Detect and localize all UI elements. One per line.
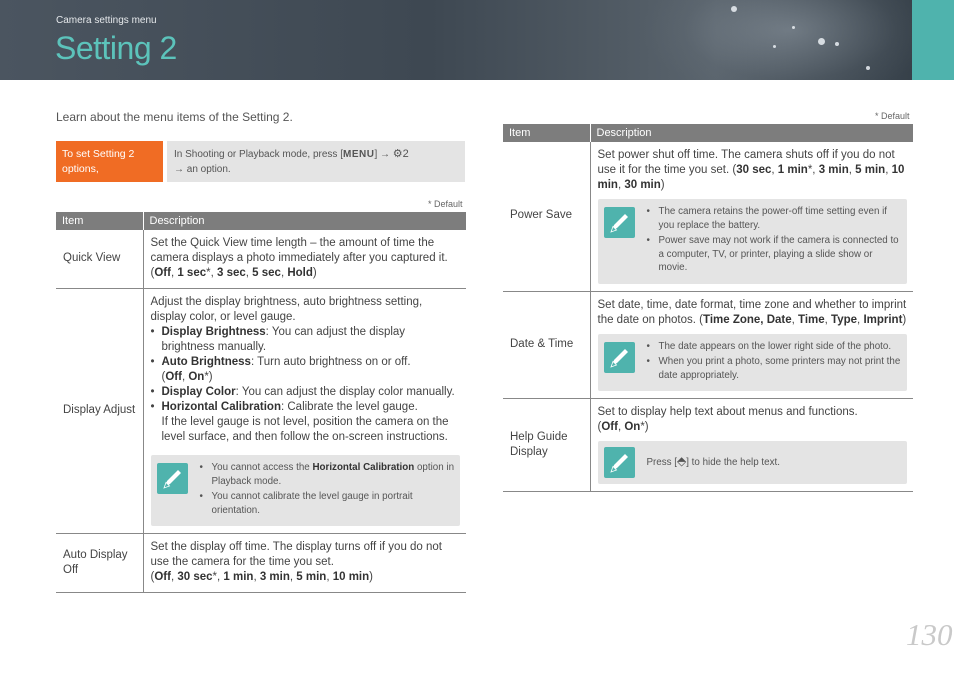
table-row	[56, 289, 466, 534]
item-cell: Display Adjust	[56, 289, 143, 534]
description-cell: Set to display help text about menus and functions. (Off, On*) Press [⬘] to hide the help text.	[590, 399, 913, 492]
description-cell: Set the Quick View time length – the amount of time the camera displays a photo immediately after you captured it. (Off, 1 sec*, 3 sec, 5 sec, Hold)	[143, 230, 466, 289]
bullet-text: : Turn auto brightness on or off.	[250, 356, 411, 368]
fn-delete-icon: ⬘	[677, 454, 687, 468]
bullet-text: : You can adjust the display brightness manually.	[161, 326, 406, 353]
item-cell: Help Guide Display	[503, 399, 590, 492]
option-value: Off	[601, 421, 618, 433]
settings-table-right	[503, 124, 913, 492]
bullet-term: Display Color	[161, 386, 236, 398]
note-text: You cannot access the	[211, 462, 313, 473]
description-text: Set the Quick View time length – the amount of time the camera displays a photo immediately after you captured it.	[150, 237, 448, 264]
option-value: 5 min	[296, 571, 327, 583]
description-text: Set to display help text about menus and functions.	[597, 406, 858, 418]
howto-label: To set Setting 2 options,	[56, 141, 163, 182]
option-value: Hold	[287, 267, 313, 279]
description-text: Set power shut off time. The camera shuts off if you do not use it for the time you set.	[597, 149, 895, 176]
option-value: On	[188, 371, 205, 383]
bokeh-dot	[773, 45, 776, 48]
option-value: 30 sec	[177, 571, 213, 583]
chapter-tab	[912, 0, 954, 80]
option-value: Imprint	[863, 313, 903, 326]
item-cell: Date & Time	[503, 291, 590, 399]
table-row	[503, 291, 913, 399]
bokeh-dot	[835, 42, 839, 46]
option-value: 3 min	[259, 571, 290, 583]
note-text: ] to hide the help text.	[686, 457, 780, 468]
note-item: • Power save may not work if the camera is connected to a computer, TV, or printer, playing a slide show or movie.	[647, 234, 902, 275]
table-row	[503, 142, 913, 291]
note-pencil-icon	[604, 207, 635, 238]
note-item: • When you print a photo, some printers may not print the date appropriately.	[647, 355, 902, 382]
description-text: Adjust the display brightness, auto brightness setting, display color, or level gauge.	[150, 296, 423, 323]
note-bold-term: Horizontal Calibration	[312, 462, 415, 473]
table-header-row	[56, 212, 466, 230]
howto-text-before: In Shooting or Playback mode, press [	[174, 149, 343, 160]
description-cell: Set the display off time. The display turns off if you do not use the camera for the time you set. (Off, 30 sec*, 1 min, 3 min, 5 min, 10 min)	[143, 534, 466, 593]
column-header-description: Description	[590, 124, 913, 142]
description-cell: Set date, time, date format, time zone and whether to imprint the date on photos. (Time Zone, Date, Time, Type, Imprint) • The date appears on the lower right side of the photo. • When you print a photo, some printers may not print the date appropriately.	[590, 291, 913, 399]
description-cell	[143, 289, 466, 534]
option-value: Off	[154, 571, 171, 583]
bullet-term: Auto Brightness	[161, 356, 251, 368]
bullet-term: Horizontal Calibration	[161, 401, 281, 413]
note-pencil-icon	[157, 463, 188, 494]
note-box	[151, 455, 461, 526]
table-row	[56, 230, 466, 289]
menu-key-icon: MENU	[342, 149, 375, 160]
howto-text-after: ] →	[374, 149, 390, 160]
note-text: Press [	[646, 457, 677, 468]
option-value: Off	[165, 371, 182, 383]
note-box	[598, 199, 908, 284]
bokeh-dot	[731, 6, 737, 12]
bokeh-dot	[866, 66, 870, 70]
item-cell: Power Save	[503, 142, 590, 291]
note-box	[598, 441, 908, 484]
header-glow	[640, 0, 940, 80]
column-header-description: Description	[143, 212, 466, 230]
note-item: • The camera retains the power-off time setting even if you replace the battery.	[647, 205, 902, 232]
column-header-item: Item	[56, 212, 143, 230]
note-item: • The date appears on the lower right side of the photo.	[647, 340, 902, 354]
page-number: 130	[906, 617, 953, 652]
bullet-term: Display Brightness	[161, 326, 266, 338]
bullet-item	[151, 325, 461, 355]
option-value: Off	[154, 267, 171, 279]
page-title: Setting 2	[55, 30, 177, 66]
option-value: 1 min	[777, 164, 808, 176]
note-pencil-icon	[604, 447, 635, 478]
option-value: On	[624, 421, 641, 433]
howto-text-line2: → an option.	[174, 164, 231, 175]
bullet-text: : Calibrate the level gauge.	[280, 401, 418, 413]
bullet-item	[151, 400, 461, 415]
bullet-item: • Auto Brightness: Turn auto brightness on or off. (Off, On*)	[151, 355, 461, 385]
table-row	[503, 399, 913, 492]
option-value: 5 min	[855, 164, 886, 176]
note-pencil-icon	[604, 342, 635, 373]
option-value: 10 min	[597, 164, 905, 191]
table-header-row	[503, 124, 913, 142]
note-text: option in Playback mode.	[211, 462, 455, 487]
default-note-right: * Default	[875, 111, 910, 121]
description-text: Set the display off time. The display turns off if you do not use the camera for the time you set.	[150, 541, 443, 568]
intro-text: Learn about the menu items of the Setting 2.	[56, 110, 293, 124]
item-cell: Auto Display Off	[56, 534, 143, 593]
option-value: Time	[798, 313, 825, 326]
option-value: Time Zone, Date	[703, 313, 792, 326]
note-box	[598, 334, 908, 392]
option-value: 1 min	[223, 571, 254, 583]
option-value: 30 sec	[736, 164, 772, 176]
option-value: 1 sec	[177, 267, 207, 279]
howto-box	[56, 141, 465, 182]
note-item: • You cannot calibrate the level gauge in portrait orientation.	[200, 490, 455, 517]
bokeh-dot	[818, 38, 825, 45]
option-value: 10 min	[332, 571, 370, 583]
table-row	[56, 534, 466, 593]
option-value: 3 min	[818, 164, 849, 176]
option-value: 5 sec	[252, 267, 281, 279]
item-cell: Quick View	[56, 230, 143, 289]
bullet-continuation: If the level gauge is not level, position the camera on the level surface, and then follow the on-screen instructions.	[161, 416, 449, 443]
column-header-item: Item	[503, 124, 590, 142]
option-value: 30 min	[624, 179, 661, 191]
bullet-item	[151, 385, 461, 400]
howto-instruction	[167, 141, 465, 182]
note-item	[200, 461, 455, 488]
bokeh-dot	[792, 26, 795, 29]
description-cell: Set power shut off time. The camera shuts off if you do not use it for the time you set. (30 sec, 1 min*, 3 min, 5 min, 10 min, 30 min) • The camera retains the power-off time setting even if you replace the battery. • Power save may not work if the camera is connected to a computer, TV, or printer, playing a slide show or movie.	[590, 142, 913, 291]
settings-table-left	[56, 212, 466, 593]
default-note-left: * Default	[428, 199, 463, 209]
option-value: 3 sec	[217, 267, 246, 279]
option-value: Type	[831, 313, 858, 326]
bullet-text: : You can adjust the display color manually.	[235, 386, 455, 398]
description-text: Set date, time, date format, time zone and whether to imprint the date on photos.	[597, 298, 907, 326]
section-label: Camera settings menu	[56, 15, 157, 26]
setting2-icon: ⚙2	[392, 148, 409, 160]
